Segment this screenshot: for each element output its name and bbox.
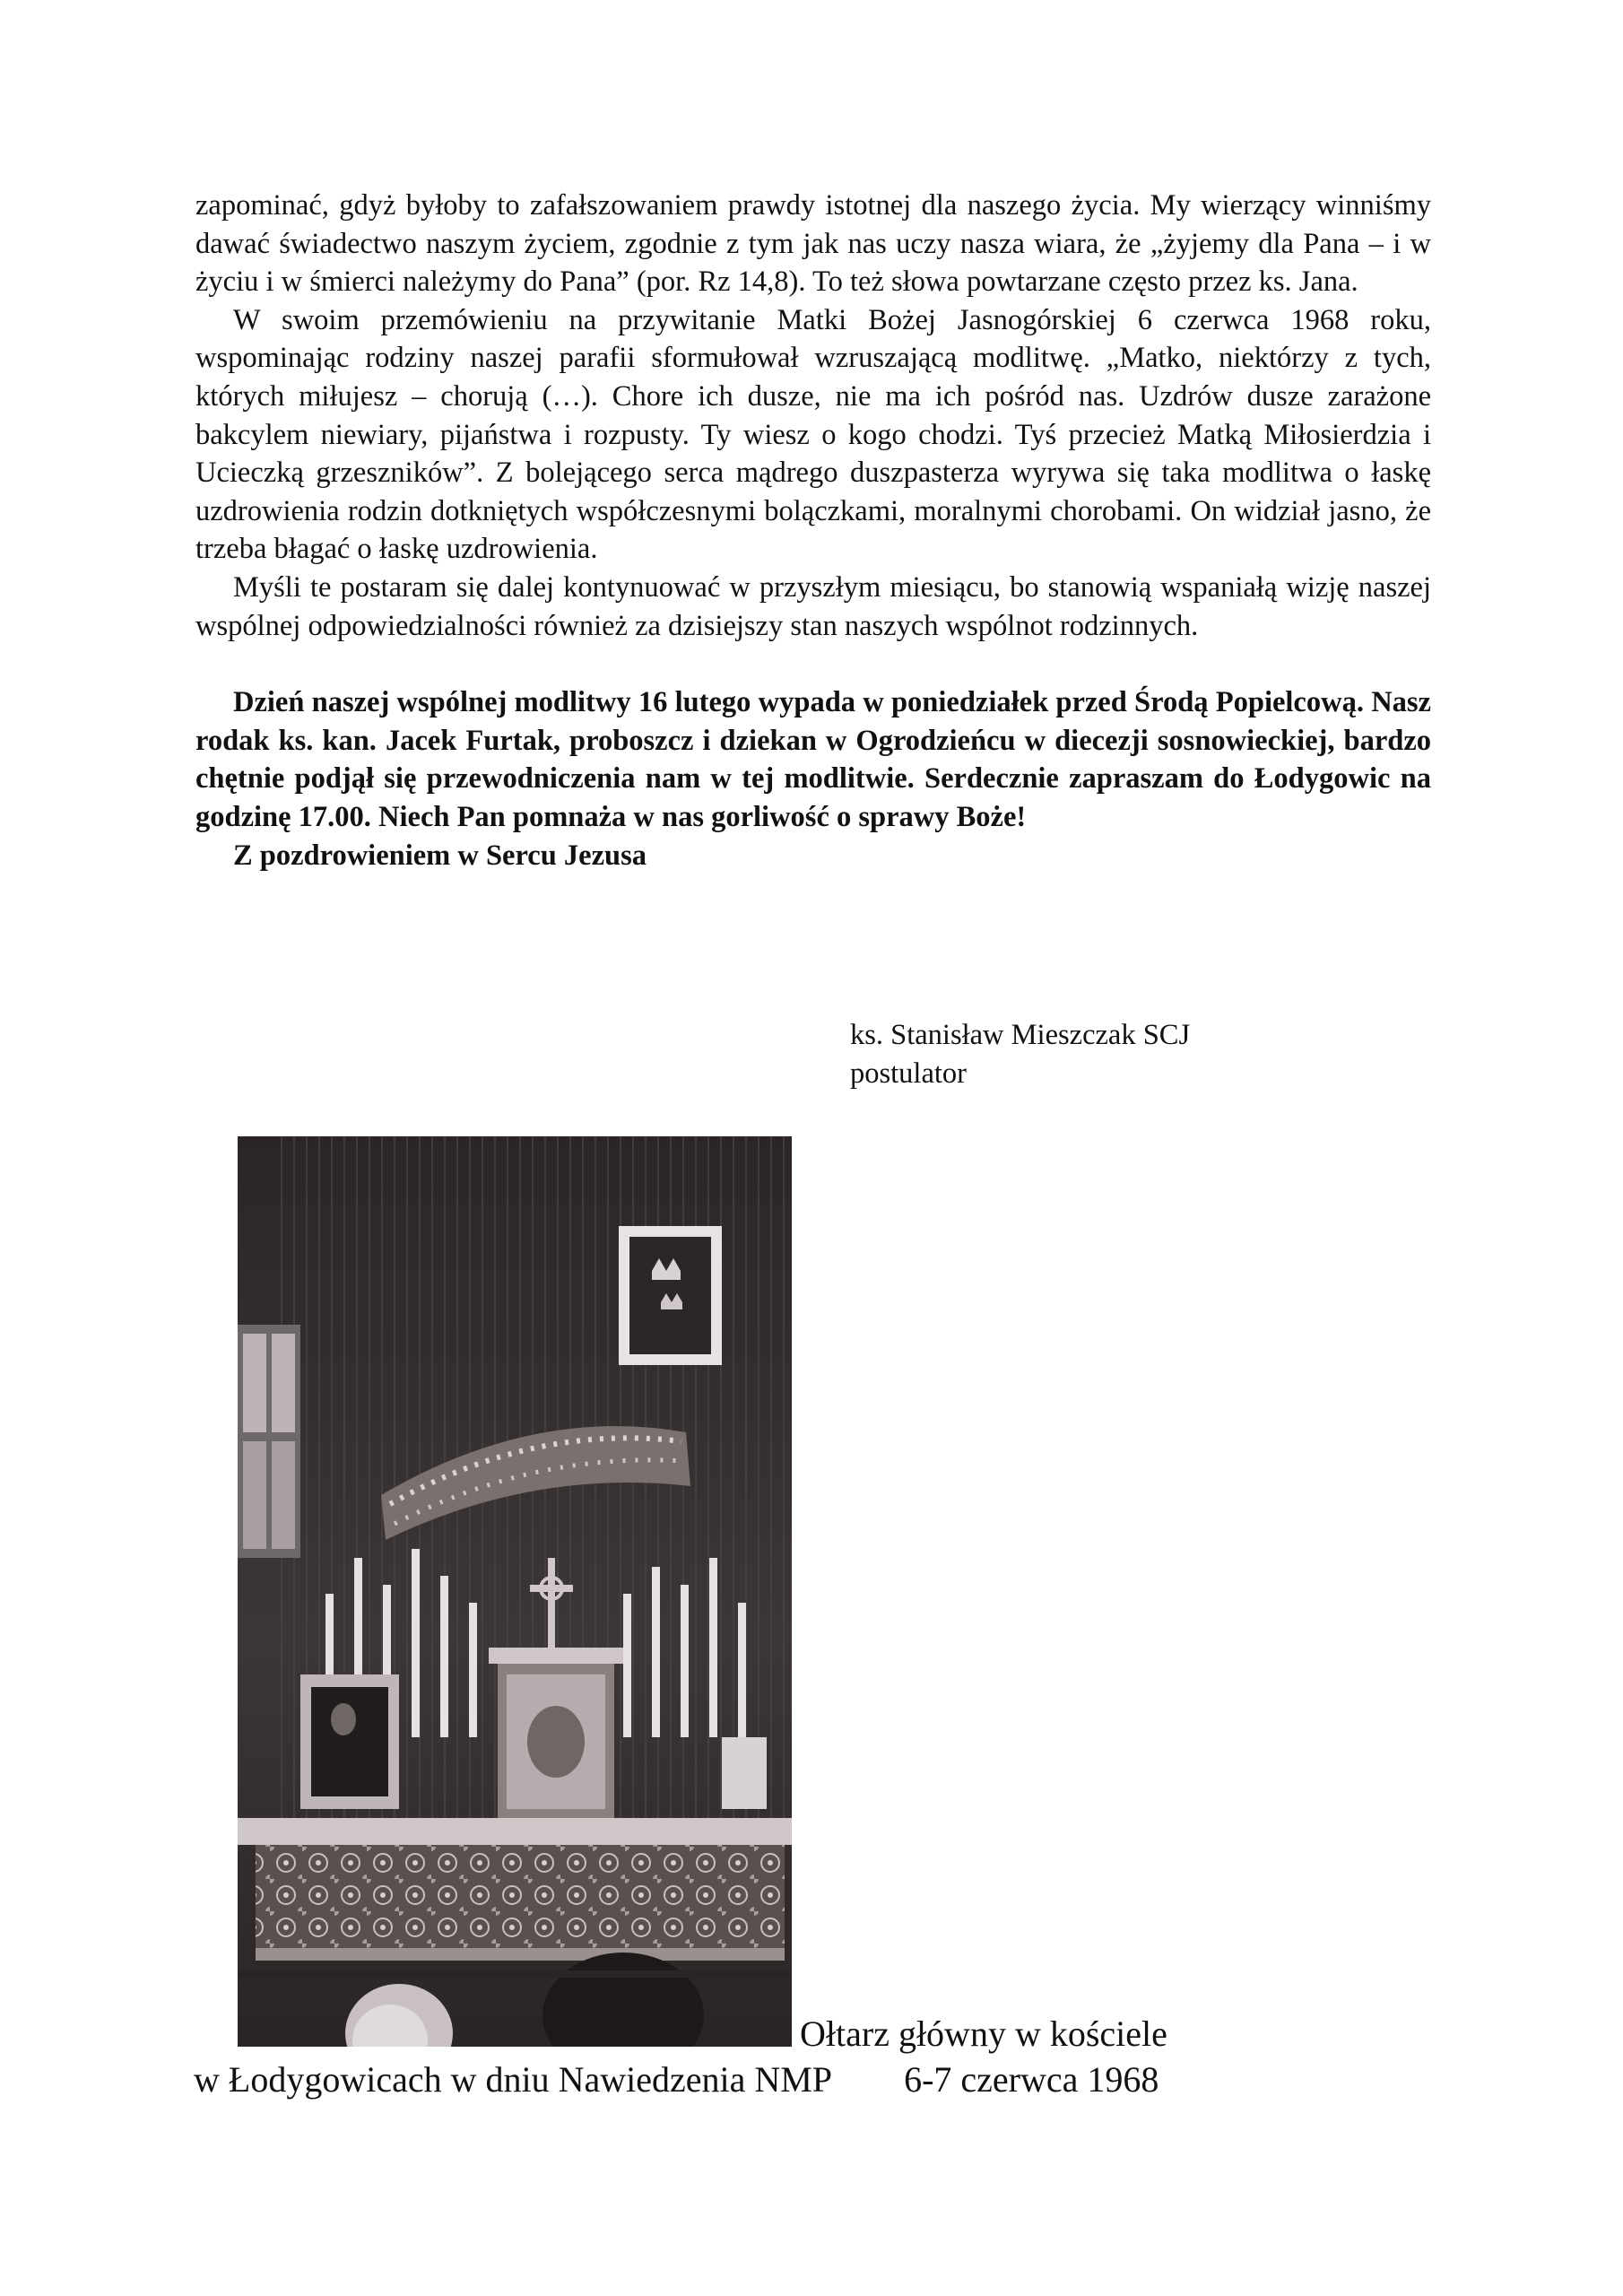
paragraph-1: zapominać, gdyż byłoby to zafałszowaniem prawdy istotnej dla naszego życia. My wierzący winniśmy dawać świadectwo naszym życiem, zgodnie z tym jak nas uczy nasza wiara, że „żyjemy dla Pana – i w życiu i w śmierci należymy do Pana” (por. Rz 14,8). To też słowa powtarzane często przez ks. Jana. [195,189,1431,299]
photo-caption-place: w Łodygowicach w dniu Nawiedzenia NMP [194,2059,833,2100]
signature-name: ks. Stanisław Mieszczak SCJ [850,1019,1191,1051]
altar-photo [238,1136,792,2047]
greeting: Z pozdrowieniem w Sercu Jezusa [233,839,647,872]
signature-block [850,1016,1190,1092]
altar-photo-illustration [238,1136,792,2047]
photo-caption-line-2 [194,2058,1159,2101]
prayer-day-notice: Dzień naszej wspólnej modlitwy 16 lutego wypada w poniedziałek przed Środą Popielcową. Nasz rodak ks. kan. Jacek Furtak, proboszcz i dziekan w Ogrodzieńcu w diecezji sosnowieckiej, bardzo chętnie podjął się przewodniczenia nam w tej modlitwie. Serdecznie zapraszam do Łodygowic na godzinę 17.00. Niech Pan pomnaża w nas gorliwość o sprawy Boże! [195,686,1431,833]
paragraph-2: W swoim przemówieniu na przywitanie Matki Bożej Jasnogórskiej 6 czerwca 1968 roku, wspominając rodziny naszej parafii sformułował wzruszającą modlitwę. „Matko, niektórzy z tych, których miłujesz – chorują (…). Chore ich dusze, nie ma ich pośród nas. Uzdrów dusze zarażone bakcylem niewiary, pijaństwa i rozpusty. Ty wiesz o kogo chodzi. Tyś przecież Matką Miłosierdzia i Ucieczką grzeszników”. Z bolejącego serca mądrego duszpasterza wyrywa się taka modlitwa o łaskę uzdrowienia rodzin dotkniętych współczesnymi bolączkami, moralnymi chorobami. On widział jasno, że trzeba błagać o łaskę uzdrowienia. [195,303,1431,566]
signature-role: postulator [850,1057,967,1090]
photo-caption-line-1: Ołtarz główny w kościele [800,2013,1167,2054]
letter-body [195,187,1431,874]
paragraph-3: Myśli te postaram się dalej kontynuować w przyszłym miesiącu, bo stanowią wspaniałą wizję naszej wspólnej odpowiedzialności również za dzisiejszy stan naszych wspólnot rodzinnych. [195,570,1431,642]
photo-caption-dates: 6-7 czerwca 1968 [904,2059,1159,2100]
